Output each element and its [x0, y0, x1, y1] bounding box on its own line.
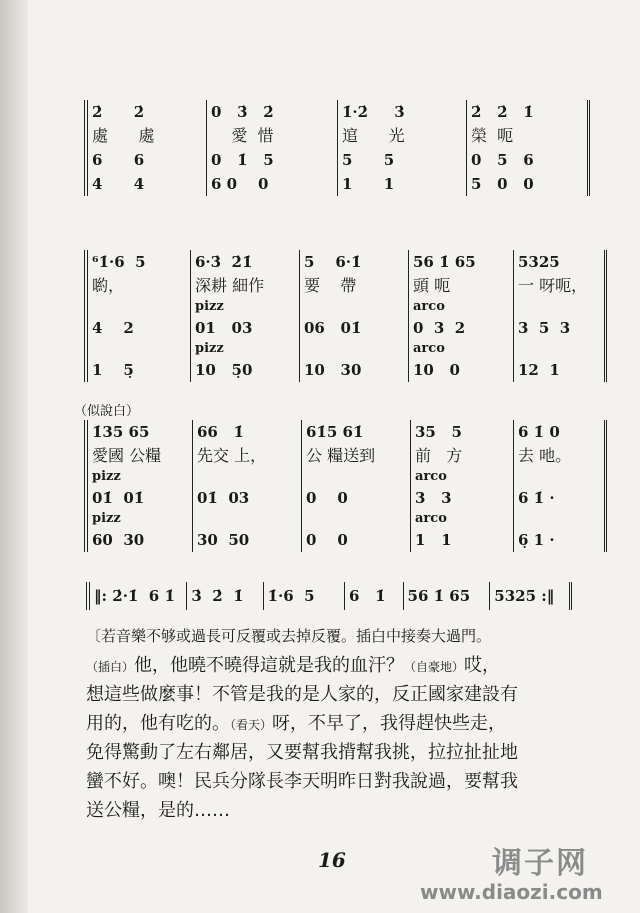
dialogue-text: 免得驚動了左右鄰居，又要幫我揹幫我挑，拉拉扯扯地 — [86, 742, 518, 763]
playing-technique — [197, 468, 297, 486]
accompaniment-lower: 10 5̣0 — [195, 361, 253, 379]
accompaniment-lower: 6̣ 1 · — [518, 531, 555, 549]
measure — [302, 420, 411, 552]
lyrics: 前 方 — [415, 446, 463, 465]
measure — [88, 420, 193, 552]
melody-notes: 56 1̇ 65 — [413, 253, 476, 271]
measure — [193, 420, 302, 552]
playing-technique — [197, 510, 297, 528]
accompaniment-lower: 30 50 — [197, 531, 250, 549]
accompaniment-lower: 1 1 — [342, 175, 395, 193]
dialogue-line — [86, 680, 566, 709]
accompaniment-upper: 06 01̇ — [304, 319, 362, 337]
measure — [88, 100, 207, 196]
dialogue-line — [86, 651, 566, 680]
lyrics: 公 糧送到 — [306, 446, 376, 465]
playing-technique: arco — [413, 299, 445, 314]
dialogue-line — [86, 796, 566, 825]
playing-technique — [518, 298, 600, 316]
system-label: （似說白） — [74, 404, 140, 419]
interlude-measure: 6 1̇ — [345, 582, 404, 610]
accompaniment-lower: 10 0 — [413, 361, 460, 379]
dialogue-text — [86, 622, 566, 825]
accompaniment-upper: 0 1̇ 5 — [211, 151, 274, 169]
stage-direction: （插白） — [86, 660, 135, 674]
playing-technique: arco — [415, 511, 447, 526]
accompaniment-upper: 0 5 6 — [471, 151, 534, 169]
melody-notes: 5 6·1̇ — [304, 253, 362, 271]
interlude-line — [86, 582, 572, 610]
accompaniment-lower: 5 0 0 — [471, 175, 534, 193]
score-system — [84, 100, 590, 196]
playing-technique — [304, 340, 404, 358]
playing-technique — [518, 468, 600, 486]
scan-edge — [0, 0, 28, 913]
measure — [514, 420, 607, 552]
measure — [191, 250, 300, 382]
accompaniment-upper: 01̇ 03 — [197, 489, 250, 507]
playing-technique — [518, 510, 600, 528]
measure — [409, 250, 514, 382]
playing-technique: arco — [413, 341, 445, 356]
accompaniment-lower: 10 30 — [304, 361, 362, 379]
score-system — [84, 420, 607, 552]
playing-technique: pizz — [195, 341, 224, 356]
dialogue-line — [86, 738, 566, 767]
accompaniment-upper: 3 5 3 — [518, 319, 571, 337]
playing-technique: pizz — [195, 299, 224, 314]
lyrics: 去 吔。 — [518, 446, 572, 465]
interlude-measure: 3̇ 2̇ 1̇ — [187, 582, 263, 610]
accompaniment-lower: 6 0 0 — [211, 175, 269, 193]
accompaniment-upper: 0 0 — [306, 489, 348, 507]
melody-notes: ⁶1̇·6 5 — [92, 253, 146, 271]
dialogue-text: 送公糧，是的…… — [86, 800, 230, 821]
score-system — [84, 250, 607, 382]
accompaniment-lower: 60 30 — [92, 531, 145, 549]
melody-notes: 61̇5 61̇ — [306, 423, 364, 441]
melody-notes: 66 1̇ — [197, 423, 244, 441]
interlude-measure: ‖: 2̇·1̇ 6 1̇ — [90, 582, 187, 610]
accompaniment-upper: 6 1̇ · — [518, 489, 555, 507]
playing-technique: arco — [415, 469, 447, 484]
accompaniment-upper: 3 3 — [415, 489, 452, 507]
stage-direction: （看天） — [230, 718, 273, 732]
playing-technique — [306, 510, 406, 528]
melody-notes: 1̇35 65 — [92, 423, 150, 441]
lyrics: 逭 光 — [342, 126, 405, 145]
accompaniment-lower: 1 5̣ — [92, 361, 134, 379]
dialogue-line — [86, 709, 566, 738]
measure — [300, 250, 409, 382]
lyrics: 頭 呃 — [413, 276, 451, 295]
melody-notes: 0 3̇ 2̇ — [211, 103, 274, 121]
interlude-measure: 5325 :‖ — [490, 582, 572, 610]
melody-notes: 6·3̇ 2̇1̇ — [195, 253, 253, 271]
page-number: 16 — [318, 848, 346, 872]
dialogue-text: 用的，他有吃的。 — [86, 713, 230, 734]
lyrics: 愛國 公糧 — [92, 446, 162, 465]
measure — [207, 100, 338, 196]
melody-notes: 6 1̇ 0 — [518, 423, 560, 441]
accompaniment-lower: 12 1 — [518, 361, 560, 379]
melody-notes: 1̇·2̇ 3̇ — [342, 103, 405, 121]
measure — [514, 250, 607, 382]
dialogue-text: 他，他曉不曉得這就是我的血汗？ — [134, 655, 405, 676]
accompaniment-lower: 4 4 — [92, 175, 145, 193]
playing-technique — [518, 340, 600, 358]
lyrics: 先交 上， — [197, 446, 267, 465]
watermark-url: www.diaozi.com — [420, 880, 603, 904]
measure — [467, 100, 590, 196]
dialogue-text: 蠻不好。噢！民兵分隊長李天明昨日對我說過，要幫我 — [86, 771, 518, 792]
measure — [411, 420, 514, 552]
accompaniment-upper: 5 5 — [342, 151, 395, 169]
melody-notes: 2̇ 2̇ 1̇ — [471, 103, 534, 121]
accompaniment-upper: 01̇ 01̇ — [92, 489, 145, 507]
lyrics: 喲， — [92, 276, 125, 295]
accompaniment-lower: 0 0 — [306, 531, 348, 549]
lyrics: 一 呀呃， — [518, 276, 588, 295]
accompaniment-upper: 01 03 — [195, 319, 253, 337]
playing-technique: pizz — [92, 511, 121, 526]
interlude-measure: 56 1̇ 65 — [404, 582, 491, 610]
playing-technique — [304, 298, 404, 316]
interlude-measure: 1̇·6 5 — [264, 582, 345, 610]
dialogue-text: 哎， — [464, 655, 501, 676]
playing-technique — [306, 468, 406, 486]
dialogue-text: 想這些做麼事！不管是我的是人家的，反正國家建設有 — [86, 684, 518, 705]
playing-technique — [92, 340, 186, 358]
dialogue-text: 呀，不早了，我得趕快些走， — [272, 713, 507, 734]
playing-technique: pizz — [92, 469, 121, 484]
lyrics: 要 帶 — [304, 276, 357, 295]
lyrics: 愛 惜 — [211, 126, 274, 145]
dialogue-line — [86, 767, 566, 796]
stage-direction: （自豪地） — [404, 660, 465, 674]
stage-note: 〔若音樂不够或過長可反覆或去掉反覆。插白中接奏大過門。 — [86, 627, 492, 645]
measure — [338, 100, 467, 196]
measure — [88, 250, 191, 382]
melody-notes: 2̇ 2̇ — [92, 103, 145, 121]
accompaniment-upper: 0 3 2 — [413, 319, 466, 337]
lyrics: 榮 呃 — [471, 126, 514, 145]
watermark-logo: 调子网 — [492, 846, 588, 881]
playing-technique — [92, 298, 186, 316]
accompaniment-lower: 1 1 — [415, 531, 452, 549]
accompaniment-upper: 4 2 — [92, 319, 134, 337]
melody-notes: 5325 — [518, 253, 560, 271]
lyrics: 深耕 細作 — [195, 276, 265, 295]
melody-notes: 35 5 — [415, 423, 462, 441]
lyrics: 處 處 — [92, 126, 155, 145]
accompaniment-upper: 6 6 — [92, 151, 145, 169]
